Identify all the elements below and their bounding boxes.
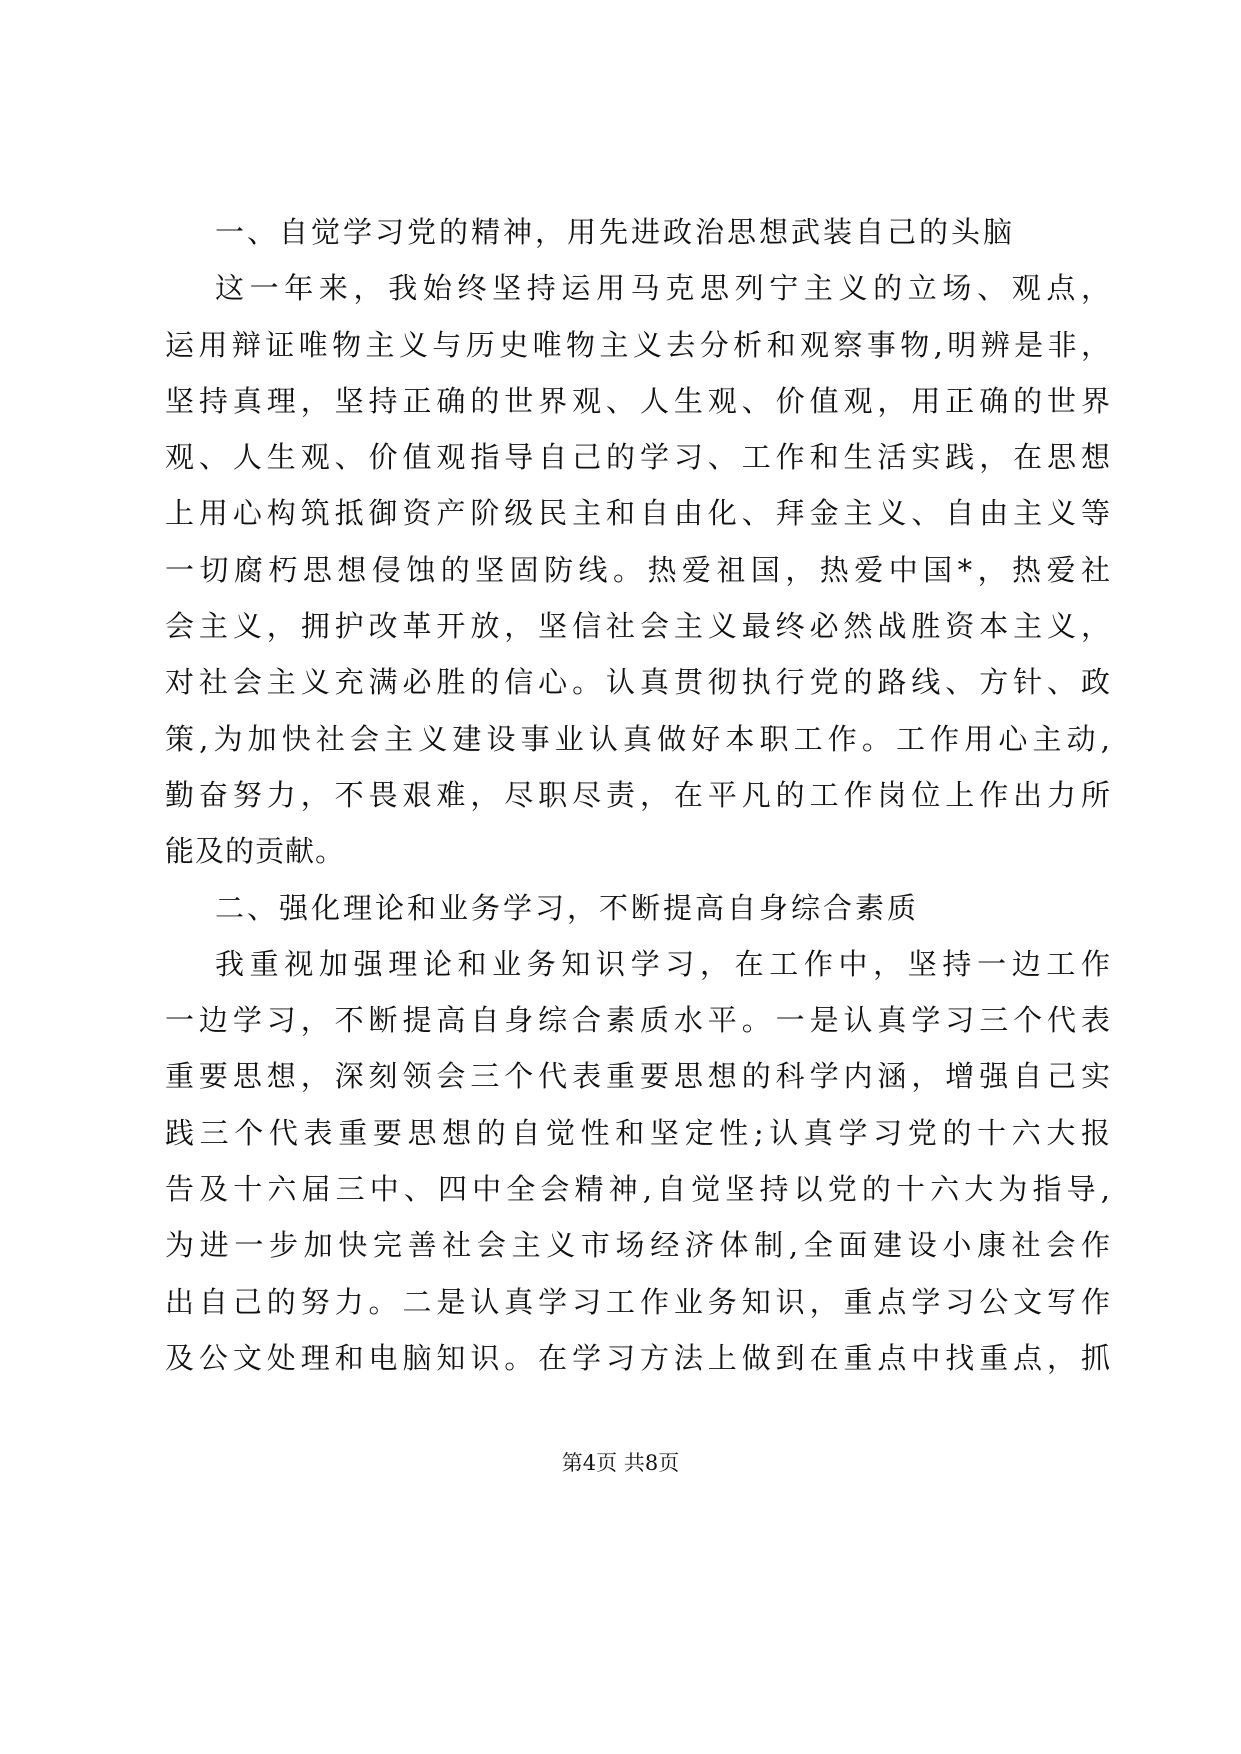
paragraph-line: 践三个代表重要思想的自觉性和坚定性;认真学习党的十六大报 — [165, 1115, 1110, 1150]
paragraph-line: 运用辩证唯物主义与历史唯物主义去分析和观察事物,明辨是非， — [165, 327, 1110, 362]
document-body — [165, 212, 1110, 1394]
paragraph-line: 一边学习，不断提高自身综合素质水平。一是认真学习三个代表 — [165, 1003, 1110, 1038]
paragraph-line: 出自己的努力。二是认真学习工作业务知识，重点学习公文写作 — [165, 1284, 1110, 1319]
page-number-footer: 第4页 共8页 — [561, 1451, 680, 1475]
paragraph-line: 及公文处理和电脑知识。在学习方法上做到在重点中找重点，抓 — [165, 1340, 1110, 1375]
paragraph-line: 为进一步加快完善社会主义市场经济体制,全面建设小康社会作 — [165, 1228, 1110, 1263]
paragraph-line: 我重视加强理论和业务知识学习，在工作中，坚持一边工作 — [215, 946, 1110, 981]
paragraph-line: 策,为加快社会主义建设事业认真做好本职工作。工作用心主动, — [165, 721, 1110, 756]
paragraph-line: 上用心构筑抵御资产阶级民主和自由化、拜金主义、自由主义等 — [165, 496, 1110, 531]
section-heading: 一、自觉学习党的精神，用先进政治思想武装自己的头脑 — [215, 215, 1016, 249]
paragraph-line: 观、人生观、价值观指导自己的学习、工作和生活实践，在思想 — [165, 440, 1110, 475]
paragraph-line: 这一年来，我始终坚持运用马克思列宁主义的立场、观点， — [215, 271, 1110, 306]
paragraph-line: 对社会主义充满必胜的信心。认真贯彻执行党的路线、方针、政 — [165, 665, 1110, 700]
section-heading: 二、强化理论和业务学习，不断提高自身综合素质 — [215, 890, 920, 925]
paragraph-line: 会主义，拥护改革开放，坚信社会主义最终必然战胜资本主义， — [165, 609, 1110, 644]
paragraph-line: 告及十六届三中、四中全会精神,自觉坚持以党的十六大为指导, — [165, 1172, 1110, 1207]
paragraph-line: 坚持真理，坚持正确的世界观、人生观、价值观，用正确的世界 — [165, 383, 1110, 418]
paragraph-line: 一切腐朽思想侵蚀的坚固防线。热爱祖国，热爱中国*，热爱社 — [165, 552, 1110, 587]
paragraph-line: 勤奋努力，不畏艰难，尽职尽责，在平凡的工作岗位上作出力所 — [165, 777, 1110, 812]
paragraph-line: 能及的贡献。 — [165, 834, 346, 869]
paragraph-line: 重要思想，深刻领会三个代表重要思想的科学内涵，增强自己实 — [165, 1059, 1110, 1094]
